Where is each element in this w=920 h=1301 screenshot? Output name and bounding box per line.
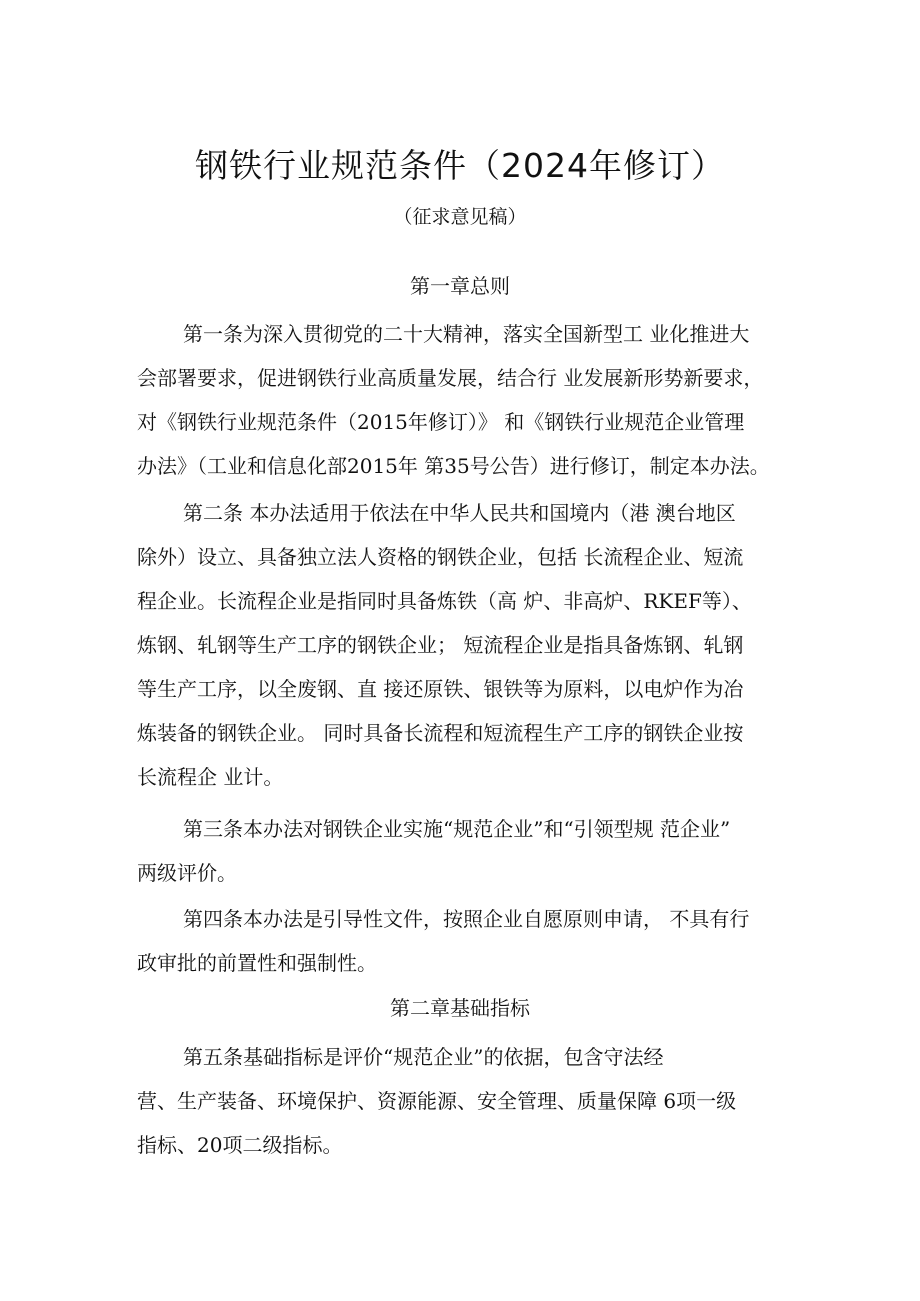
paragraph-line: 第二条 本办法适用于依法在中华人民共和国境内（港 澳台地区 xyxy=(183,501,736,525)
document-title: 钢铁行业规范条件（2024年修订） xyxy=(195,146,725,185)
document-subtitle: （征求意见稿） xyxy=(393,206,527,228)
paragraph-line: 等生产工序，以全废钢、直 接还原铁、银铁等为原料，以电炉作为冶 xyxy=(137,677,744,701)
paragraph-line: 两级评价。 xyxy=(137,861,237,885)
chapter-heading: 第一章总则 xyxy=(410,274,510,298)
paragraph-line: 第一条为深入贯彻党的二十大精神，落实全国新型工 业化推进大 xyxy=(183,322,750,346)
paragraph-line: 除外）设立、具备独立法人资格的钢铁企业，包括 长流程企业、短流 xyxy=(137,545,744,569)
paragraph-line: 办法》（工业和信息化部2015年 第35号公告）进行修订，制定本办法。 xyxy=(137,454,770,478)
paragraph-line: 炼装备的钢铁企业。 同时具备长流程和短流程生产工序的钢铁企业按 xyxy=(137,721,744,745)
paragraph-line: 政审批的前置性和强制性。 xyxy=(137,951,377,975)
paragraph-line: 第五条基础指标是评价“规范企业”的依据，包含守法经 xyxy=(183,1045,664,1069)
paragraph-line: 第三条本办法对钢铁企业实施“规范企业”和“引领型规 范企业” xyxy=(183,817,731,841)
paragraph-line: 会部署要求，促进钢铁行业高质量发展，结合行 业发展新形势新要求， xyxy=(137,366,764,390)
paragraph-line: 营、生产装备、环境保护、资源能源、安全管理、质量保障 6项一级 xyxy=(137,1089,737,1113)
paragraph-line: 对《钢铁行业规范条件（2015年修订）》 和《钢铁行业规范企业管理 xyxy=(137,410,745,434)
paragraph-line: 指标、20项二级指标。 xyxy=(137,1133,343,1157)
paragraph-line: 第四条本办法是引导性文件，按照企业自愿原则申请， 不具有行 xyxy=(183,907,750,931)
paragraph-line: 长流程企 业计。 xyxy=(137,765,284,789)
paragraph-line: 炼钢、轧钢等生产工序的钢铁企业； 短流程企业是指具备炼钢、轧钢 xyxy=(137,633,744,657)
chapter-heading: 第二章基础指标 xyxy=(390,996,530,1020)
paragraph-line: 程企业。长流程企业是指同时具备炼铁（高 炉、非高炉、RKEF等）、 xyxy=(137,589,752,613)
